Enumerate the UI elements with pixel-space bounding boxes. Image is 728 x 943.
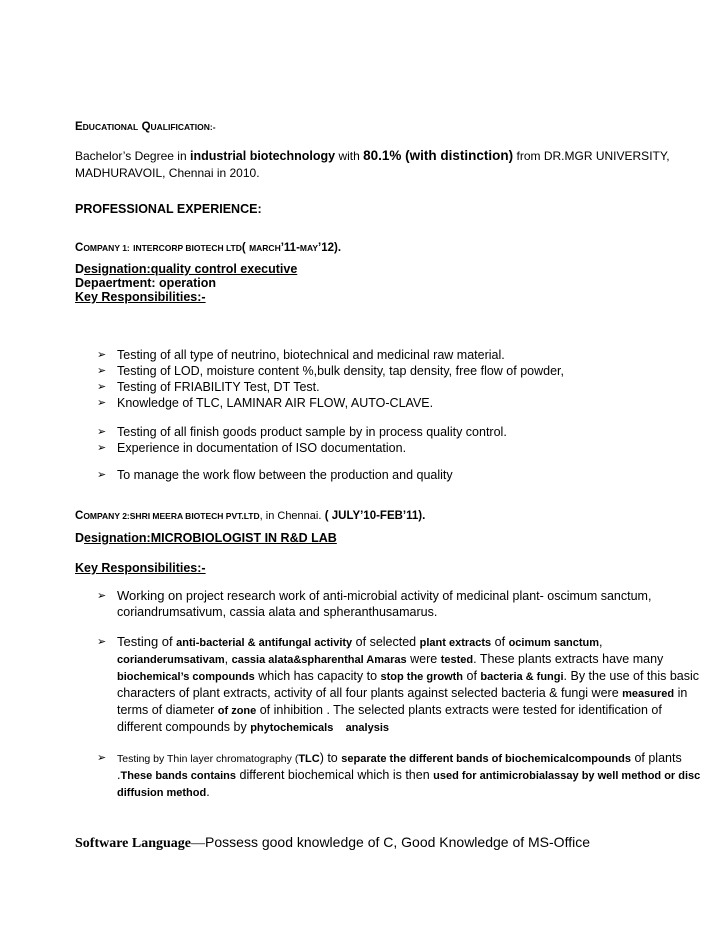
list-item: ➢ Experience in documentation of ISO documentation. xyxy=(97,441,407,455)
arrow-bullet-icon: ➢ xyxy=(97,752,107,764)
company2-designation: Designation:MICROBIOLOGIST IN R&D LAB xyxy=(75,531,337,545)
arrow-bullet-icon: ➢ xyxy=(97,365,107,377)
list-item: ➢ Testing of anti-bacterial & antifungal activity of selected plant extracts of ocimum sanctum, corianderumsativam, cassia alata&spharenthal Amaras were tested. These plants extracts have many biochemical’s compounds which has capacity to stop the growth of bacteria & fungi. By the use of this basic characters of plant extracts, activity of all four plants against selected bacteria & fungi were measured in terms of diameter of zone of inhibition . The selected plants extracts were tested for identification of different compounds by phytochemicals analysis xyxy=(97,634,700,734)
company1-heading: COMPANY 1: INTERCORP BIOTECH LTD( MARCH’11-MAY’12). xyxy=(75,242,342,254)
arrow-bullet-icon: ➢ xyxy=(97,426,107,438)
company1-designation: Designation:quality control executive xyxy=(75,262,298,276)
company1-bullets-a xyxy=(97,347,708,411)
list-item: ➢ Testing of LOD, moisture content %,bulk density, tap density, free flow of powder, xyxy=(97,364,564,378)
list-item: ➢ Testing of FRIABILITY Test, DT Test. xyxy=(97,380,320,394)
education-heading: EDUCATIONAL QUALIFICATION:- xyxy=(75,121,216,133)
company2-bullets xyxy=(97,588,708,801)
company2-key-responsibilities: Key Responsibilities:- xyxy=(75,561,206,575)
professional-experience-heading: PROFESSIONAL EXPERIENCE: xyxy=(75,202,262,216)
list-item: ➢ Knowledge of TLC, LAMINAR AIR FLOW, AUTO-CLAVE. xyxy=(97,396,434,410)
list-item: ➢ Testing of all finish goods product sample by in process quality control. xyxy=(97,425,507,439)
arrow-bullet-icon: ➢ xyxy=(97,381,107,393)
arrow-bullet-icon: ➢ xyxy=(97,397,107,409)
company1-department: Depaertment: operation xyxy=(75,276,216,290)
list-item: ➢ Testing of all type of neutrino, biotechnical and medicinal raw material. xyxy=(97,348,505,362)
arrow-bullet-icon: ➢ xyxy=(97,469,107,481)
arrow-bullet-icon: ➢ xyxy=(97,636,107,648)
list-item: ➢ Working on project research work of anti-microbial activity of medicinal plant- oscimum sanctum, coriandrumsativum, cassia alata and spheranthusamarus. xyxy=(97,588,652,619)
arrow-bullet-icon: ➢ xyxy=(97,590,107,602)
arrow-bullet-icon: ➢ xyxy=(97,349,107,361)
company1-bullets-b xyxy=(97,424,708,456)
software-language: Software Language—Possess good knowledge of C, Good Knowledge of MS-Office xyxy=(75,834,590,851)
company1-key-responsibilities: Key Responsibilities:- xyxy=(75,290,206,304)
education-text: Bachelor’s Degree in industrial biotechnology with 80.1% (with distinction) from DR.MGR UNIVERSITY, MADHURAVOIL, Chennai in 2010. xyxy=(75,148,670,180)
company2-heading: COMPANY 2:SHRI MEERA BIOTECH PVT.LTD, in Chennai. ( JULY’10-FEB’11). xyxy=(75,510,426,522)
list-item: ➢ To manage the work flow between the production and quality xyxy=(97,468,453,482)
arrow-bullet-icon: ➢ xyxy=(97,442,107,454)
list-item: ➢ Testing by Thin layer chromatography (TLC) to separate the different bands of biochemicalcompounds of plants .These bands contains different biochemical which is then used for antimicrobialassay by well method or disc diffusion method. xyxy=(97,751,701,799)
company1-bullets-c xyxy=(97,467,708,483)
